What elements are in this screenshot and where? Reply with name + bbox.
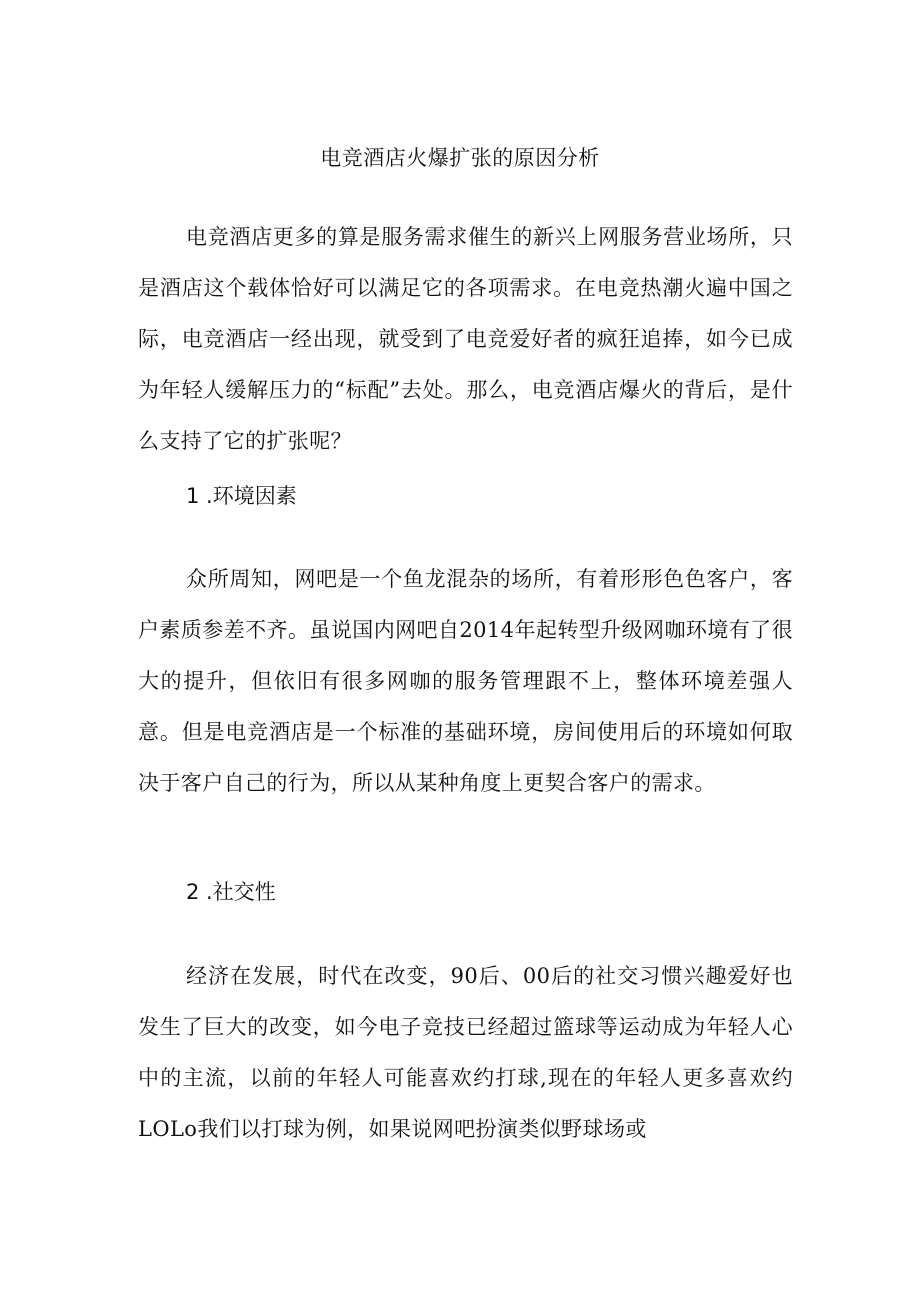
section-heading-environment: 1 .环境因素 bbox=[186, 484, 297, 508]
section-paragraph-social: 经济在发展，时代在改变，90后、00后的社交习惯兴趣爱好也发生了巨大的改变，如今电子竞技已经超过篮球等运动成为年轻人心中的主流，以前的年轻人可能喜欢约打球,现在的年轻人更多喜欢约LOLo我们以打球为例，如果说网吧扮演类似野球场或 bbox=[138, 964, 793, 1141]
section-paragraph-environment: 众所周知，网吧是一个鱼龙混杂的场所，有着形形色色客户，客户素质参差不齐。虽说国内网吧自2014年起转型升级网咖环境有了很大的提升，但依旧有很多网咖的服务管理跟不上，整体环境差强人意。但是电竞酒店是一个标准的基础环境，房间使用后的环境如何取决于客户自己的行为，所以从某种角度上更契合客户的需求。 bbox=[138, 567, 793, 795]
document-title: 电竞酒店火爆扩张的原因分析 bbox=[320, 146, 600, 170]
section-heading-social: 2 .社交性 bbox=[186, 880, 276, 904]
intro-paragraph: 电竞酒店更多的算是服务需求催生的新兴上网服务营业场所，只是酒店这个载体恰好可以满足它的各项需求。在电竞热潮火遍中国之际，电竞酒店一经出现，就受到了电竞爱好者的疯狂追捧，如今已成为年轻人缓解压力的“标配”去处。那么，电竞酒店爆火的背后，是什么支持了它的扩张呢？ bbox=[138, 225, 793, 453]
